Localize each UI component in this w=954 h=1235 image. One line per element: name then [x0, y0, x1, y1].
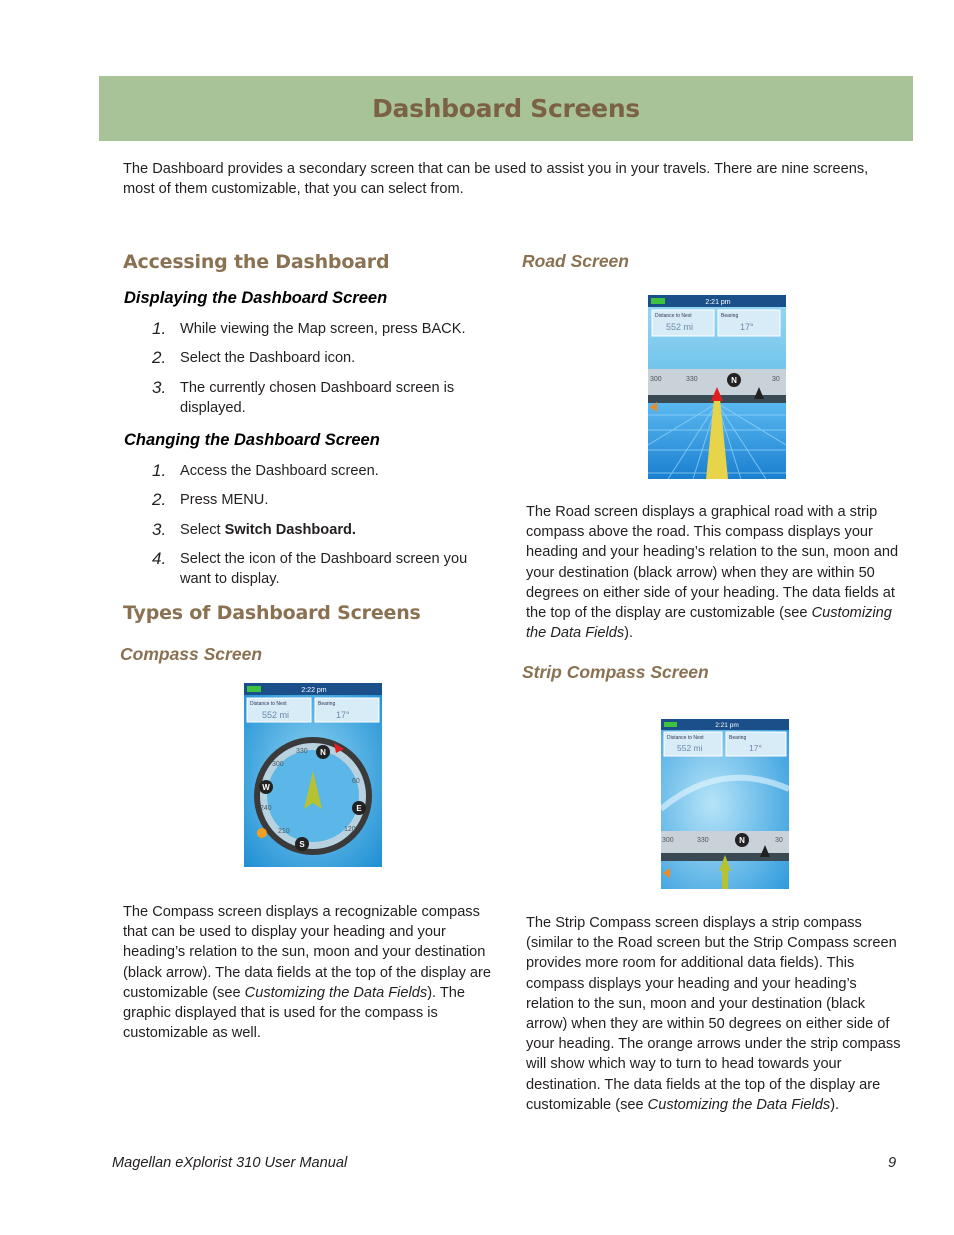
field-label: Distance to Next	[667, 735, 704, 741]
dial-label: W	[262, 783, 270, 792]
field-value: 552 mi	[677, 743, 703, 753]
strip-label: 330	[697, 837, 709, 844]
dial-label: N	[320, 748, 326, 757]
step-text: Select Switch Dashboard.	[180, 522, 356, 538]
strip-label: N	[731, 376, 737, 385]
field-value: 552 mi	[666, 322, 694, 332]
strip-label: 300	[662, 837, 674, 844]
page-number: 9	[888, 1155, 897, 1171]
field-value: 17°	[336, 710, 350, 720]
strip-label: 300	[650, 376, 662, 383]
step-text: Press MENU.	[180, 492, 269, 508]
step-number: 1.	[152, 461, 167, 480]
step-number: 4.	[152, 549, 167, 568]
step-number: 2.	[152, 348, 167, 367]
field-value: 17°	[740, 322, 754, 332]
dial-label: 210	[278, 828, 290, 835]
strip-label: 330	[686, 376, 698, 383]
compass-screen-image	[244, 683, 382, 867]
title-banner	[99, 76, 913, 141]
dial-label: 240	[260, 805, 272, 812]
status-time: 2:21 pm	[715, 722, 739, 729]
field-label: Distance to Next	[655, 313, 692, 319]
heading-road-screen: Road Screen	[522, 251, 629, 271]
heading-displaying-dashboard: Displaying the Dashboard Screen	[124, 289, 388, 307]
step-number: 2.	[152, 490, 167, 509]
dial-label: E	[356, 804, 362, 813]
strip-compass-screen-image	[661, 719, 789, 889]
field-value: 17°	[749, 743, 762, 753]
page-title: Dashboard Screens	[372, 94, 640, 123]
step-number: 3.	[152, 520, 167, 539]
strip-label: 30	[775, 837, 783, 844]
field-label: Bearing	[318, 701, 336, 707]
strip-compass-description: The Strip Compass screen displays a strip compass (similar to the Road screen but the Strip Compass screen provides more room for additional data fields). This compass displays your heading and your heading’s relation to the sun, moon and your destination (black arrow) when they are within 50 degrees on either side of your heading. The orange arrows under the strip compass will show which way to turn to head towards your destination. The data fields at the top of the display are customizable (see Customizing the Data Fields).	[526, 915, 901, 1113]
step-text: The currently chosen Dashboard screen is displayed.	[180, 380, 455, 416]
step-text: Access the Dashboard screen.	[180, 463, 379, 479]
step-number: 1.	[152, 319, 167, 338]
heading-accessing-dashboard: Accessing the Dashboard	[123, 251, 390, 273]
heading-types-of-dashboard: Types of Dashboard Screens	[123, 602, 421, 624]
field-value: 552 mi	[262, 710, 290, 720]
field-label: Bearing	[721, 313, 739, 319]
footer-title: Magellan eXplorist 310 User Manual	[112, 1155, 348, 1171]
dial-label: S	[299, 840, 305, 849]
dial-label: 60	[352, 778, 360, 785]
compass-description: The Compass screen displays a recognizable compass that can be used to display your heading and your heading’s relation to the sun, moon and your destination (black arrow). The data fields at the top of the display are customizable (see Customizing the Data Fields). The graphic displayed that is used for the compass is customizable as well.	[123, 904, 492, 1042]
dial-label: 330	[296, 748, 308, 755]
dial-label: 300	[272, 761, 284, 768]
dial-label: 120	[344, 826, 356, 833]
strip-label: 30	[772, 376, 780, 383]
heading-strip-compass-screen: Strip Compass Screen	[522, 662, 709, 682]
status-time: 2:21 pm	[705, 299, 731, 306]
step-text: Select the Dashboard icon.	[180, 350, 356, 366]
step-text: Select the icon of the Dashboard screen you want to display.	[180, 551, 468, 587]
intro-paragraph: The Dashboard provides a secondary screen that can be used to assist you in your travels. There are nine screens, most of them customizable, that you can select from.	[123, 161, 869, 197]
field-label: Distance to Next	[250, 701, 287, 707]
status-time: 2:22 pm	[301, 687, 327, 694]
road-screen-image	[648, 295, 786, 479]
heading-changing-dashboard: Changing the Dashboard Screen	[124, 431, 380, 449]
step-number: 3.	[152, 378, 167, 397]
strip-label: N	[739, 836, 745, 845]
heading-compass-screen: Compass Screen	[120, 644, 263, 664]
step-text: While viewing the Map screen, press BACK.	[180, 321, 466, 337]
field-label: Bearing	[729, 735, 747, 741]
road-description: The Road screen displays a graphical road with a strip compass above the road. This compass displays your heading and your heading’s relation to the sun, moon and your destination (black arrow) when they are within 50 degrees on either side of your heading. The data fields at the top of the display are customizable (see Customizing the Data Fields).	[526, 504, 899, 642]
